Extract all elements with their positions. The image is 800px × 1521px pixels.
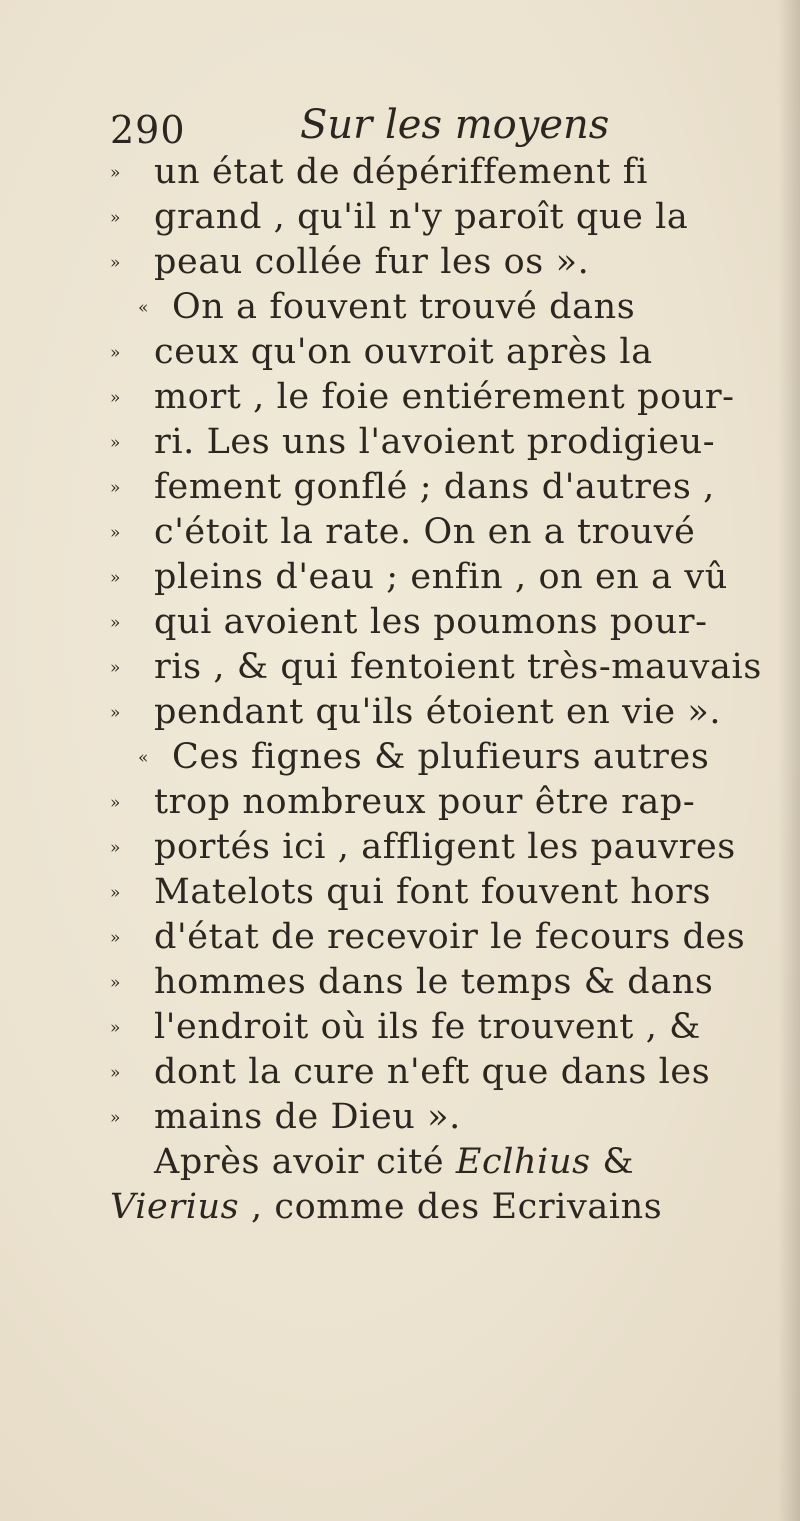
line-text: fement gonflé ; dans d'autres , xyxy=(154,467,715,507)
quote-marker: » xyxy=(110,658,121,678)
line-text: pleins d'eau ; enfin , on en a vû xyxy=(154,557,728,597)
quote-marker: » xyxy=(110,1108,121,1128)
running-head: Sur les moyens xyxy=(300,102,610,148)
quote-marker: » xyxy=(110,163,121,183)
closing-text: & xyxy=(602,1142,635,1182)
text-line xyxy=(110,240,770,285)
quote-marker: » xyxy=(110,253,121,273)
text-line xyxy=(110,465,770,510)
quote-marker: » xyxy=(110,478,121,498)
line-text: trop nombreux pour être rap- xyxy=(154,782,696,822)
line-text: c'étoit la rate. On en a trouvé xyxy=(154,512,696,552)
line-text: grand , qu'il n'y paroît que la xyxy=(154,197,689,237)
page-edge-shadow xyxy=(778,0,800,1521)
text-line xyxy=(110,690,770,735)
quote-marker: » xyxy=(110,388,121,408)
line-text: portés ici , affligent les pauvres xyxy=(154,827,736,867)
text-line xyxy=(110,510,770,555)
line-text: ris , & qui fentoient très-mauvais xyxy=(154,647,762,687)
line-text: d'état de recevoir le fecours des xyxy=(154,917,746,957)
line-text: un état de dépériffement fi xyxy=(154,152,649,192)
line-text: Ces fignes & plufieurs autres xyxy=(172,737,710,777)
quote-marker: » xyxy=(110,1018,121,1038)
text-line xyxy=(110,600,770,645)
line-text: hommes dans le temps & dans xyxy=(154,962,714,1002)
text-line xyxy=(110,1005,770,1050)
text-line xyxy=(110,330,770,375)
line-text: pendant qu'ils étoient en vie ». xyxy=(154,692,722,732)
line-text: Matelots qui font fouvent hors xyxy=(154,872,712,912)
author-name: Vierius xyxy=(110,1187,240,1227)
quote-marker: « xyxy=(138,298,149,318)
text-line xyxy=(110,960,770,1005)
text-line xyxy=(110,150,770,195)
paragraph-line xyxy=(110,1140,770,1185)
text-line xyxy=(110,825,770,870)
paragraph-line xyxy=(110,1185,770,1230)
quote-marker: « xyxy=(138,748,149,768)
text-line xyxy=(110,375,770,420)
quote-marker: » xyxy=(110,523,121,543)
quote-marker: » xyxy=(110,928,121,948)
text-line xyxy=(110,285,770,330)
author-name: Eclhius xyxy=(455,1142,591,1182)
quote-marker: » xyxy=(110,343,121,363)
text-line xyxy=(110,870,770,915)
line-text: dont la cure n'eft que dans les xyxy=(154,1052,711,1092)
text-line xyxy=(110,780,770,825)
text-line xyxy=(110,645,770,690)
line-text: ri. Les uns l'avoient prodigieu- xyxy=(154,422,716,462)
quote-marker: » xyxy=(110,838,121,858)
quote-marker: » xyxy=(110,793,121,813)
text-line xyxy=(110,1095,770,1140)
closing-text: , comme des Ecrivains xyxy=(250,1187,663,1227)
line-text: On a fouvent trouvé dans xyxy=(172,287,636,327)
line-text: l'endroit où ils fe trouvent , & xyxy=(154,1007,701,1047)
line-text: mains de Dieu ». xyxy=(154,1097,461,1137)
body-text xyxy=(110,150,770,1230)
quote-marker: » xyxy=(110,703,121,723)
text-line xyxy=(110,915,770,960)
line-text: qui avoient les poumons pour- xyxy=(154,602,708,642)
page-number: 290 xyxy=(110,108,186,152)
quote-marker: » xyxy=(110,613,121,633)
text-line xyxy=(110,1050,770,1095)
quote-marker: » xyxy=(110,568,121,588)
page-header xyxy=(110,100,750,152)
quote-marker: » xyxy=(110,883,121,903)
line-text: mort , le foie entiérement pour- xyxy=(154,377,735,417)
text-line xyxy=(110,195,770,240)
text-line xyxy=(110,555,770,600)
quote-marker: » xyxy=(110,208,121,228)
line-text: peau collée fur les os ». xyxy=(154,242,590,282)
line-text: ceux qu'on ouvroit après la xyxy=(154,332,653,372)
closing-text: Après avoir cité xyxy=(154,1142,445,1182)
text-line xyxy=(110,420,770,465)
quote-marker: » xyxy=(110,1063,121,1083)
quote-marker: » xyxy=(110,973,121,993)
quote-marker: » xyxy=(110,433,121,453)
text-line xyxy=(110,735,770,780)
